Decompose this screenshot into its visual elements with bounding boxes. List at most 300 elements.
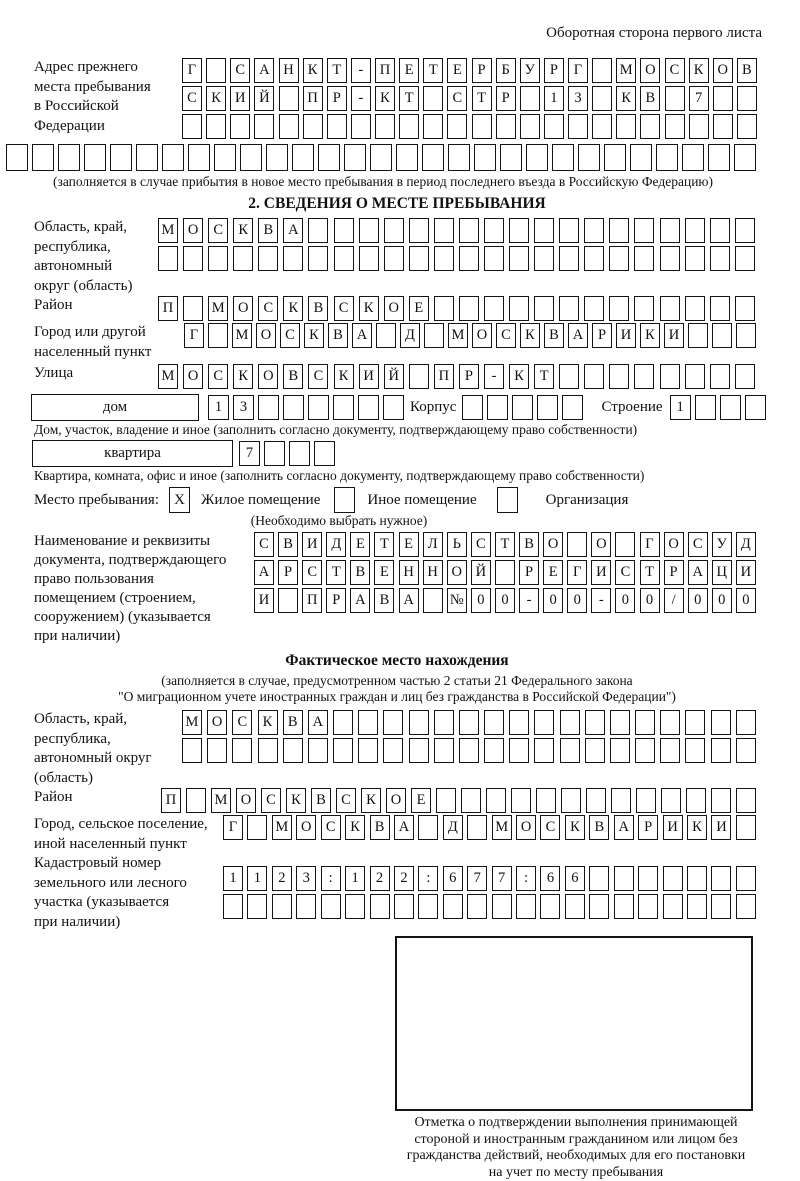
char-cell xyxy=(358,395,379,420)
char-cell xyxy=(559,364,579,389)
char-cell: И xyxy=(736,560,756,585)
char-cell xyxy=(308,218,328,243)
actual-district-label: Район xyxy=(34,788,161,808)
text-line: республика, xyxy=(34,730,182,750)
char-cell xyxy=(589,894,609,919)
char-cell xyxy=(359,246,379,271)
char-cell: Т xyxy=(640,560,660,585)
char-cell xyxy=(423,86,443,111)
char-cell: Р xyxy=(519,560,539,585)
char-cell: К xyxy=(304,323,324,348)
char-cell xyxy=(578,144,600,171)
char-cell: : xyxy=(418,866,438,891)
stay-type-note: (Необходимо выбрать нужное) xyxy=(209,513,469,529)
char-cell: - xyxy=(591,588,611,613)
apartment-note: Квартира, комната, офис и иное (заполнить согласно документу, подтверждающему право собственности) xyxy=(34,468,760,484)
house-row xyxy=(34,394,760,421)
char-cell: Д xyxy=(400,323,420,348)
char-cell xyxy=(536,788,556,813)
char-cell xyxy=(484,296,504,321)
char-cell xyxy=(516,894,536,919)
actual-district-row xyxy=(34,788,760,813)
char-cell xyxy=(561,788,581,813)
char-cell xyxy=(544,114,564,139)
char-cell: Р xyxy=(278,560,298,585)
district-row xyxy=(34,296,760,321)
char-cell xyxy=(487,395,508,420)
char-cell: О xyxy=(713,58,733,83)
document-label xyxy=(34,532,254,646)
char-cell xyxy=(610,710,630,735)
char-cell: 0 xyxy=(567,588,587,613)
char-cell xyxy=(592,114,612,139)
char-cell: Р xyxy=(327,86,347,111)
char-cell xyxy=(559,296,579,321)
char-cell xyxy=(610,738,630,763)
text-line: в Российской xyxy=(34,97,182,117)
text-line: участка (указывается xyxy=(34,893,223,913)
char-cell xyxy=(223,894,243,919)
char-cell xyxy=(345,894,365,919)
char-cell: М xyxy=(492,815,512,840)
cadastral-row-1 xyxy=(223,866,756,891)
char-cell xyxy=(660,246,680,271)
char-cell xyxy=(399,114,419,139)
char-cell xyxy=(344,144,366,171)
stay-option-residential-label: Жилое помещение xyxy=(201,492,320,509)
char-cell xyxy=(474,144,496,171)
char-cell xyxy=(592,58,612,83)
char-cell: - xyxy=(351,86,371,111)
char-cell xyxy=(358,738,378,763)
char-cell: С xyxy=(688,532,708,557)
char-cell xyxy=(247,894,267,919)
char-cell xyxy=(434,246,454,271)
text-line: стороной и иностранным гражданином или лицом без xyxy=(386,1132,766,1149)
char-cell: В xyxy=(350,560,370,585)
char-cell xyxy=(233,246,253,271)
char-cell: В xyxy=(283,710,303,735)
char-cell xyxy=(436,788,456,813)
char-cell: 7 xyxy=(239,441,260,466)
prev-address-row-1 xyxy=(182,58,757,83)
char-cell: С xyxy=(496,323,516,348)
char-cell: 2 xyxy=(370,866,390,891)
char-cell xyxy=(609,364,629,389)
char-cell: С xyxy=(232,710,252,735)
char-cell xyxy=(266,144,288,171)
document-row-2 xyxy=(254,560,756,585)
region-rows xyxy=(158,218,755,274)
char-cell: О xyxy=(516,815,536,840)
char-cell: И xyxy=(616,323,636,348)
char-cell: Й xyxy=(471,560,491,585)
char-cell xyxy=(230,114,250,139)
text-line: право пользования xyxy=(34,570,254,589)
char-cell xyxy=(334,246,354,271)
char-cell: Е xyxy=(350,532,370,557)
char-cell: В xyxy=(283,364,303,389)
char-cell xyxy=(584,246,604,271)
char-cell: О xyxy=(183,364,203,389)
char-cell xyxy=(737,86,757,111)
char-cell: 0 xyxy=(615,588,635,613)
char-cell: С xyxy=(540,815,560,840)
char-cell xyxy=(359,218,379,243)
char-cell xyxy=(735,364,755,389)
region-row-2 xyxy=(158,246,755,271)
char-cell xyxy=(182,114,202,139)
char-cell: А xyxy=(399,588,419,613)
char-cell: К xyxy=(206,86,226,111)
char-cell: 0 xyxy=(736,588,756,613)
char-cell xyxy=(634,296,654,321)
text-line: гражданства действий, необходимых для его постановки xyxy=(386,1148,766,1165)
char-cell xyxy=(734,144,756,171)
char-cell: 1 xyxy=(247,866,267,891)
char-cell xyxy=(559,218,579,243)
char-cell xyxy=(562,395,583,420)
char-cell: Т xyxy=(327,58,347,83)
char-cell xyxy=(333,710,353,735)
char-cell xyxy=(279,86,299,111)
char-cell: С xyxy=(261,788,281,813)
char-cell: Т xyxy=(534,364,554,389)
char-cell xyxy=(459,710,479,735)
char-cell xyxy=(710,218,730,243)
char-cell xyxy=(635,710,655,735)
char-cell: И xyxy=(664,323,684,348)
char-cell: И xyxy=(230,86,250,111)
text-line: места пребывания xyxy=(34,78,182,98)
char-cell xyxy=(710,246,730,271)
char-cell xyxy=(396,144,418,171)
char-cell xyxy=(308,738,328,763)
char-cell: С xyxy=(447,86,467,111)
char-cell xyxy=(289,441,310,466)
char-cell xyxy=(183,296,203,321)
cadastral-row-2 xyxy=(223,894,756,919)
stroenie-label: Строение xyxy=(601,394,662,421)
char-cell: А xyxy=(283,218,303,243)
char-cell xyxy=(183,246,203,271)
char-cell xyxy=(472,114,492,139)
section2-title: 2. СВЕДЕНИЯ О МЕСТЕ ПРЕБЫВАНИЯ xyxy=(34,194,760,214)
char-cell xyxy=(661,788,681,813)
char-cell: Д xyxy=(326,532,346,557)
prev-address-label xyxy=(34,58,182,136)
char-cell: М xyxy=(448,323,468,348)
char-cell xyxy=(660,296,680,321)
text-line: Область, край, xyxy=(34,710,182,730)
char-cell xyxy=(283,738,303,763)
char-cell: 1 xyxy=(223,866,243,891)
char-cell: Е xyxy=(447,58,467,83)
stay-option-residential-checkbox: X xyxy=(169,487,190,513)
text-line: населенный пункт xyxy=(34,343,184,363)
char-cell xyxy=(616,114,636,139)
char-cell: Е xyxy=(374,560,394,585)
char-cell xyxy=(370,894,390,919)
char-cell: Е xyxy=(409,296,429,321)
street-row xyxy=(34,364,760,389)
char-cell: О xyxy=(664,532,684,557)
char-cell: Г xyxy=(223,815,243,840)
char-cell: 0 xyxy=(495,588,515,613)
char-cell: Р xyxy=(664,560,684,585)
char-cell: М xyxy=(158,364,178,389)
char-cell: И xyxy=(711,815,731,840)
text-line: Наименование и реквизиты xyxy=(34,532,254,551)
char-cell xyxy=(409,710,429,735)
char-cell: П xyxy=(303,86,323,111)
char-cell xyxy=(434,296,454,321)
char-cell xyxy=(314,441,335,466)
char-cell: 6 xyxy=(443,866,463,891)
char-cell xyxy=(434,218,454,243)
char-cell xyxy=(634,218,654,243)
char-cell xyxy=(663,866,683,891)
char-cell: 1 xyxy=(544,86,564,111)
char-cell: № xyxy=(447,588,467,613)
char-cell: С xyxy=(308,364,328,389)
char-cell xyxy=(272,894,292,919)
char-cell xyxy=(434,710,454,735)
text-line: Федерации xyxy=(34,117,182,137)
char-cell: К xyxy=(283,296,303,321)
char-cell xyxy=(736,738,756,763)
char-cell: 0 xyxy=(712,588,732,613)
city-block xyxy=(34,323,760,362)
char-cell xyxy=(560,738,580,763)
char-cell xyxy=(136,144,158,171)
char-cell xyxy=(534,218,554,243)
char-cell xyxy=(511,788,531,813)
stay-type-row xyxy=(34,487,760,513)
char-cell: В xyxy=(258,218,278,243)
char-cell: П xyxy=(158,296,178,321)
char-cell: К xyxy=(233,218,253,243)
char-cell: С xyxy=(258,296,278,321)
char-cell xyxy=(695,395,716,420)
char-cell: В xyxy=(640,86,660,111)
text-line: округ (область) xyxy=(34,277,158,297)
char-cell xyxy=(375,114,395,139)
char-cell: - xyxy=(484,364,504,389)
char-cell xyxy=(534,296,554,321)
char-cell xyxy=(589,866,609,891)
text-line: Кадастровый номер xyxy=(34,854,223,874)
char-cell xyxy=(424,323,444,348)
char-cell xyxy=(418,815,438,840)
house-box-label: дом xyxy=(31,394,199,421)
char-cell xyxy=(214,144,236,171)
char-cell xyxy=(660,738,680,763)
char-cell xyxy=(486,788,506,813)
char-cell: М xyxy=(182,710,202,735)
char-cell xyxy=(58,144,80,171)
char-cell: - xyxy=(351,58,371,83)
char-cell xyxy=(512,395,533,420)
prev-address-row-4 xyxy=(6,144,756,171)
text-line: при наличии) xyxy=(34,627,254,646)
char-cell xyxy=(258,738,278,763)
char-cell: А xyxy=(352,323,372,348)
text-line: Отметка о подтверждении выполнения принимающей xyxy=(386,1115,766,1132)
actual-city-cells xyxy=(223,815,756,840)
char-cell xyxy=(568,114,588,139)
char-cell xyxy=(258,246,278,271)
actual-region-rows xyxy=(182,710,756,766)
char-cell xyxy=(459,296,479,321)
char-cell xyxy=(484,218,504,243)
char-cell xyxy=(409,738,429,763)
char-cell xyxy=(208,246,228,271)
char-cell xyxy=(376,323,396,348)
char-cell: А xyxy=(394,815,414,840)
char-cell xyxy=(351,114,371,139)
char-cell xyxy=(559,246,579,271)
char-cell: Е xyxy=(543,560,563,585)
char-cell: И xyxy=(591,560,611,585)
char-cell xyxy=(158,246,178,271)
char-cell xyxy=(484,710,504,735)
char-cell xyxy=(423,114,443,139)
char-cell: М xyxy=(232,323,252,348)
char-cell: А xyxy=(254,58,274,83)
char-cell xyxy=(665,86,685,111)
char-cell: М xyxy=(158,218,178,243)
char-cell xyxy=(500,144,522,171)
char-cell xyxy=(434,738,454,763)
char-cell xyxy=(660,218,680,243)
char-cell xyxy=(333,738,353,763)
apartment-cells xyxy=(239,441,339,466)
char-cell xyxy=(496,114,516,139)
char-cell xyxy=(540,894,560,919)
district-cells xyxy=(158,296,755,321)
char-cell xyxy=(711,738,731,763)
text-line: автономный xyxy=(34,257,158,277)
page-side-note: Оборотная сторона первого листа xyxy=(34,24,762,43)
stay-option-other-label: Иное помещение xyxy=(367,492,476,509)
char-cell: К xyxy=(258,710,278,735)
char-cell: К xyxy=(233,364,253,389)
actual-city-block xyxy=(34,815,760,854)
char-cell: Г xyxy=(568,58,588,83)
char-cell xyxy=(459,218,479,243)
text-line: Город или другой xyxy=(34,323,184,343)
char-cell: 1 xyxy=(345,866,365,891)
char-cell xyxy=(736,894,756,919)
region-label xyxy=(34,218,158,296)
char-cell xyxy=(509,218,529,243)
char-cell: Т xyxy=(472,86,492,111)
char-cell: К xyxy=(361,788,381,813)
actual-region-row-1 xyxy=(182,710,756,735)
char-cell xyxy=(520,114,540,139)
char-cell xyxy=(735,218,755,243)
char-cell: В xyxy=(374,588,394,613)
char-cell xyxy=(710,364,730,389)
char-cell: П xyxy=(375,58,395,83)
char-cell: Р xyxy=(472,58,492,83)
char-cell: Е xyxy=(399,532,419,557)
char-cell xyxy=(296,894,316,919)
char-cell: К xyxy=(565,815,585,840)
char-cell: Т xyxy=(423,58,443,83)
char-cell xyxy=(484,738,504,763)
char-cell xyxy=(279,114,299,139)
char-cell xyxy=(283,246,303,271)
char-cell: А xyxy=(254,560,274,585)
char-cell xyxy=(711,788,731,813)
region-block xyxy=(34,218,760,296)
char-cell xyxy=(394,894,414,919)
char-cell xyxy=(634,246,654,271)
text-line: документа, подтверждающего xyxy=(34,551,254,570)
char-cell xyxy=(462,395,483,420)
text-line: республика, xyxy=(34,238,158,258)
korpus-cells xyxy=(462,395,587,420)
char-cell xyxy=(321,894,341,919)
char-cell xyxy=(737,114,757,139)
char-cell xyxy=(636,788,656,813)
char-cell: О xyxy=(386,788,406,813)
char-cell xyxy=(526,144,548,171)
char-cell: Г xyxy=(640,532,660,557)
char-cell: С xyxy=(336,788,356,813)
text-line: на учет по месту пребывания xyxy=(386,1165,766,1181)
char-cell xyxy=(308,395,329,420)
char-cell xyxy=(584,364,604,389)
char-cell xyxy=(162,144,184,171)
char-cell: 0 xyxy=(688,588,708,613)
char-cell: К xyxy=(640,323,660,348)
char-cell: М xyxy=(616,58,636,83)
char-cell xyxy=(278,588,298,613)
char-cell xyxy=(614,866,634,891)
actual-district-cells xyxy=(161,788,756,813)
char-cell xyxy=(713,86,733,111)
char-cell: У xyxy=(520,58,540,83)
char-cell: Д xyxy=(736,532,756,557)
char-cell xyxy=(630,144,652,171)
char-cell xyxy=(638,894,658,919)
char-cell xyxy=(423,588,443,613)
char-cell: : xyxy=(516,866,536,891)
char-cell: С xyxy=(302,560,322,585)
actual-region-label xyxy=(34,710,182,788)
char-cell: Р xyxy=(496,86,516,111)
house-note: Дом, участок, владение и иное (заполнить согласно документу, подтверждающему право собственности) xyxy=(34,422,760,438)
char-cell xyxy=(484,246,504,271)
char-cell xyxy=(660,364,680,389)
char-cell xyxy=(736,866,756,891)
char-cell xyxy=(358,710,378,735)
document-row-3 xyxy=(254,588,756,613)
char-cell: О xyxy=(543,532,563,557)
char-cell xyxy=(384,246,404,271)
prev-address-note: (заполняется в случае прибытия в новое место пребывания в период последнего въезда в Российскую Федерацию) xyxy=(6,174,760,190)
char-cell: Г xyxy=(184,323,204,348)
char-cell xyxy=(383,738,403,763)
char-cell xyxy=(615,532,635,557)
char-cell: Н xyxy=(423,560,443,585)
text-line: помещением (строением, xyxy=(34,589,254,608)
char-cell xyxy=(713,114,733,139)
char-cell: У xyxy=(712,532,732,557)
